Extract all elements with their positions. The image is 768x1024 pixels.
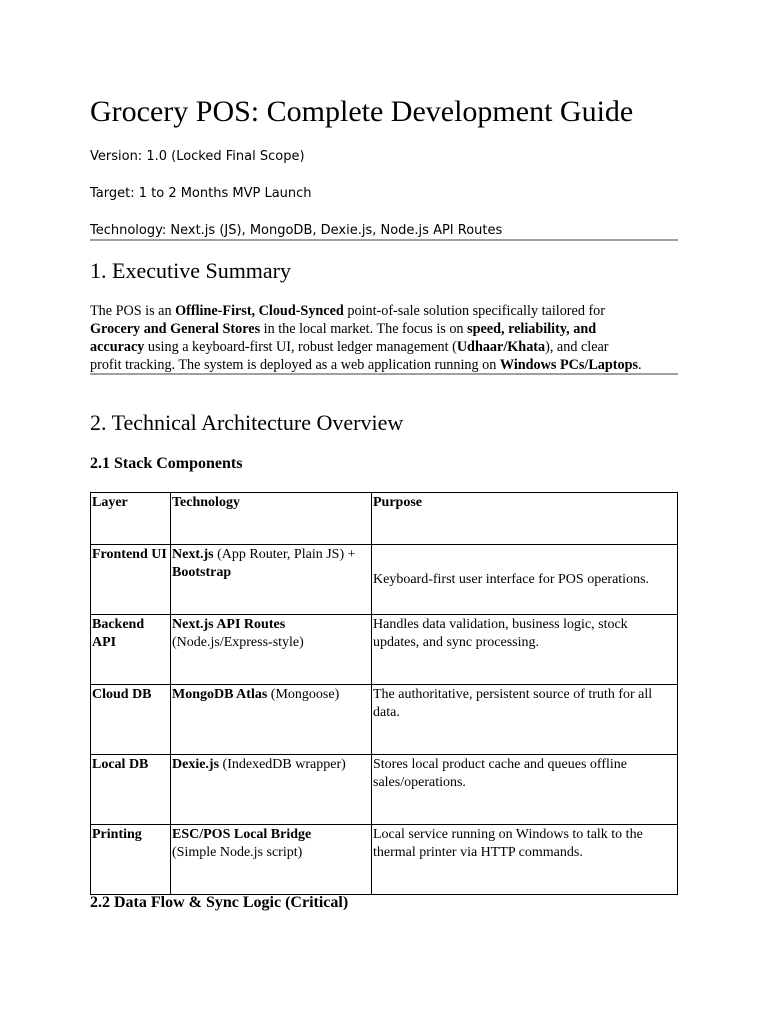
cell-layer: Local DB — [91, 755, 171, 825]
data-flow-heading: 2.2 Data Flow & Sync Logic (Critical) — [90, 894, 349, 911]
cell-technology: MongoDB Atlas (Mongoose) — [171, 685, 372, 755]
table-row — [91, 615, 678, 685]
cell-purpose: Stores local product cache and queues offline sales/operations. — [372, 755, 678, 825]
table-row — [91, 755, 678, 825]
architecture-heading: 2. Technical Architecture Overview — [90, 410, 404, 435]
table-row — [91, 825, 678, 895]
header-purpose: Purpose — [372, 493, 678, 545]
cell-technology: Dexie.js (IndexedDB wrapper) — [171, 755, 372, 825]
cell-purpose: The authoritative, persistent source of truth for all data. — [372, 685, 678, 755]
table-header-row — [91, 493, 678, 545]
table-row — [91, 545, 678, 615]
document-title: Grocery POS: Complete Development Guide — [90, 95, 634, 128]
stack-components-heading: 2.1 Stack Components — [90, 455, 243, 472]
executive-summary-heading: 1. Executive Summary — [90, 258, 292, 283]
target-line: Target: 1 to 2 Months MVP Launch — [90, 186, 312, 201]
summary-line-2: Grocery and General Stores in the local market. The focus is on speed, reliability, and — [90, 321, 597, 337]
cell-layer: Cloud DB — [91, 685, 171, 755]
cell-technology: Next.js API Routes (Node.js/Express-style) — [171, 615, 372, 685]
cell-purpose: Handles data validation, business logic, stock updates, and sync processing. — [372, 615, 678, 685]
summary-divider — [90, 373, 678, 375]
executive-summary-paragraph — [90, 302, 680, 374]
header-technology: Technology — [171, 493, 372, 545]
technology-line: Technology: Next.js (JS), MongoDB, Dexie.js, Node.js API Routes — [90, 223, 503, 238]
cell-technology: ESC/POS Local Bridge (Simple Node.js script) — [171, 825, 372, 895]
cell-purpose: Keyboard-first user interface for POS operations. — [372, 545, 678, 615]
cell-layer: Printing — [91, 825, 171, 895]
summary-line-3: accuracy using a keyboard-first UI, robust ledger management (Udhaar/Khata), and clear — [90, 339, 609, 355]
stack-components-table — [90, 492, 678, 895]
header-divider — [90, 239, 678, 241]
cell-technology: Next.js (App Router, Plain JS) + Bootstrap — [171, 545, 372, 615]
cell-purpose: Local service running on Windows to talk to the thermal printer via HTTP commands. — [372, 825, 678, 895]
header-layer: Layer — [91, 493, 171, 545]
cell-layer: Frontend UI — [91, 545, 171, 615]
version-line: Version: 1.0 (Locked Final Scope) — [90, 149, 305, 164]
summary-line-4: profit tracking. The system is deployed as a web application running on Windows PCs/Laptops. — [90, 357, 642, 373]
cell-layer: Backend API — [91, 615, 171, 685]
table-row — [91, 685, 678, 755]
summary-line-1: The POS is an Offline-First, Cloud-Synced point-of-sale solution specifically tailored for — [90, 303, 606, 319]
